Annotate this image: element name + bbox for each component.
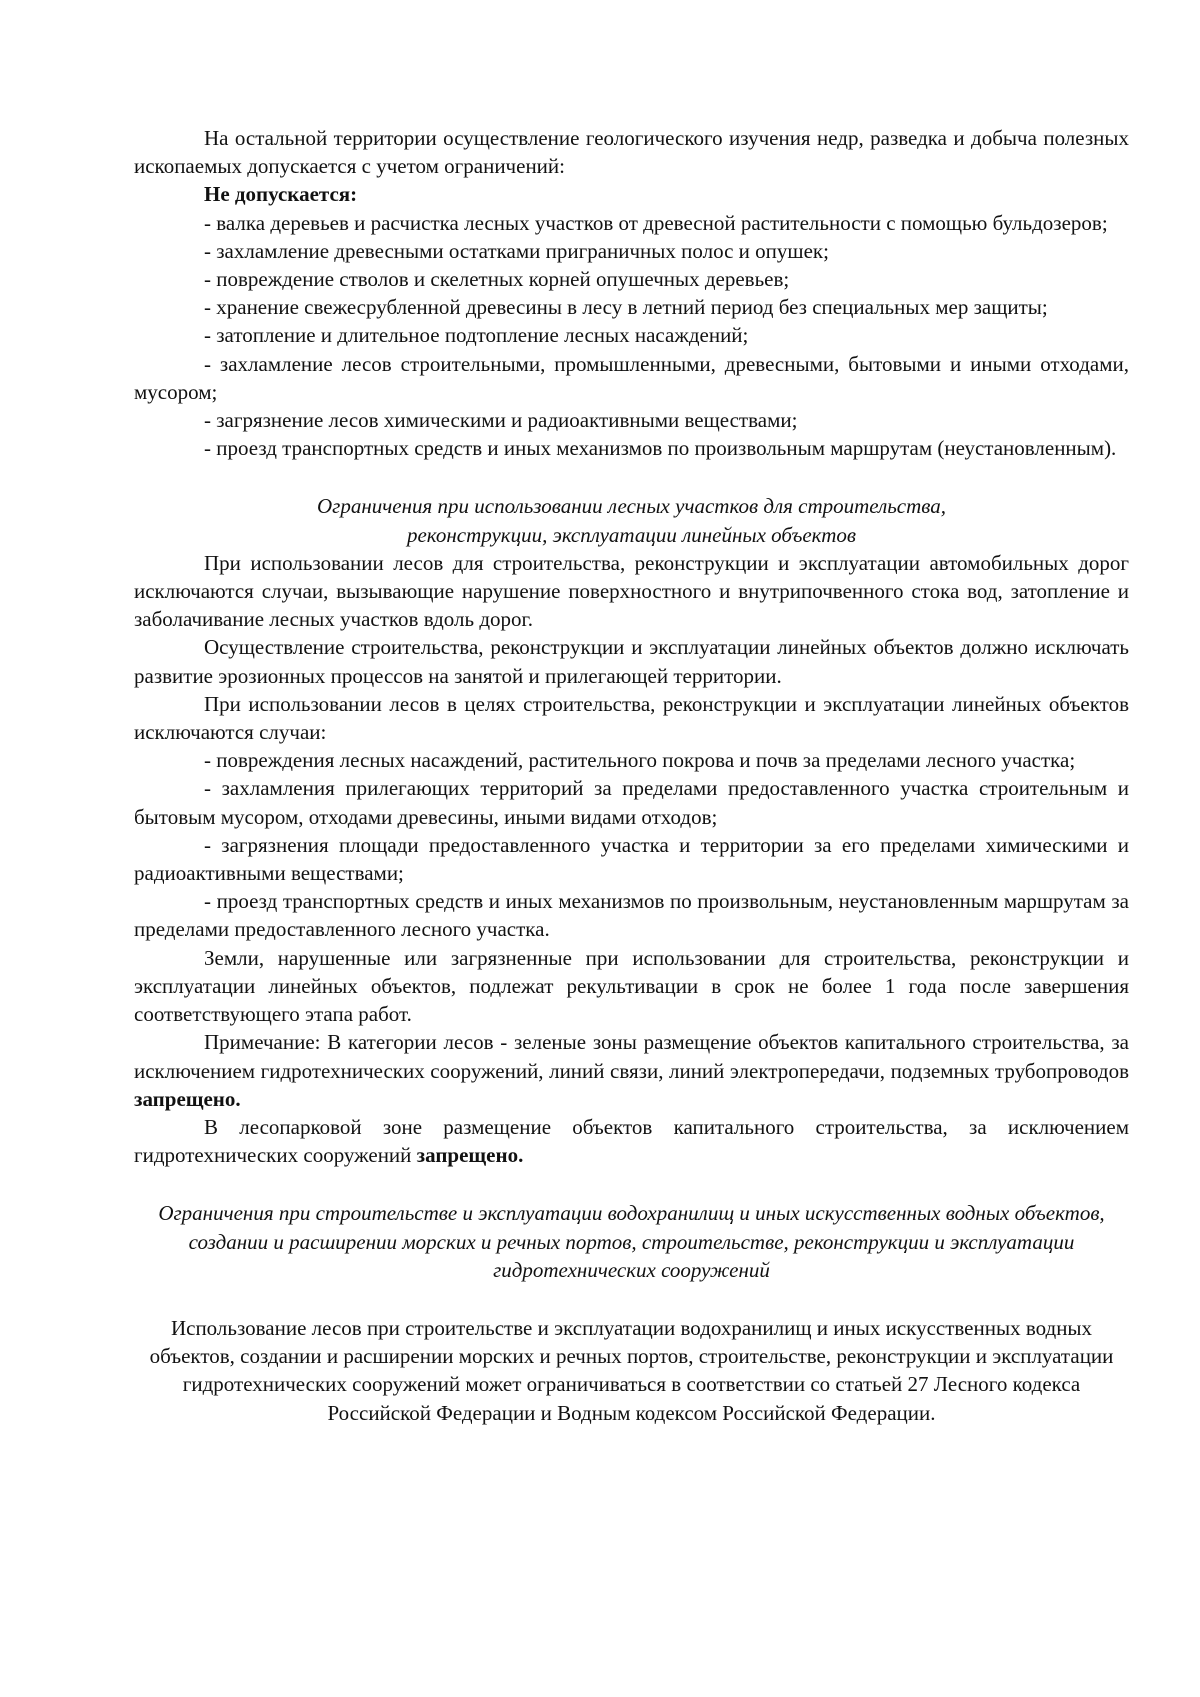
- list-item: - захламления прилегающих территорий за пределами предоставленного участка строительным и бытовым мусором, отходами древесины, иными видами отходов;: [134, 776, 1129, 829]
- paragraph: При использовании лесов в целях строительства, реконструкции и эксплуатации линейных объектов исключаются случаи:: [134, 691, 1129, 745]
- list-item: - повреждения лесных насаждений, растительного покрова и почв за пределами лесного участка;: [204, 748, 1076, 773]
- hydro-paragraph: Использование лесов при строительстве и эксплуатации водохранилищ и иных искусственных водных объектов, создании и расширении морских и речных портов, строительстве, реконструкции и эксплуатации гидротехнических сооружений может ограничиваться в соответствии со статьей 27 Лесного кодекса Российской Федерации и Водным кодексом Российской Федерации.: [149, 1315, 1114, 1425]
- section-title-linear-objects: [134, 492, 1129, 548]
- list-item: - проезд транспортных средств и иных механизмов по произвольным, неустановленным маршрутам за пределами предоставленного лесного участка.: [134, 889, 1129, 942]
- section-title-line: Ограничения при использовании лесных участков для строительства,: [317, 494, 946, 519]
- list-item: - загрязнения площади предоставленного участка и территории за его пределами химическими и радиоактивными веществами;: [134, 832, 1129, 886]
- list-item: - захламление древесными остатками приграничных полос и опушек;: [204, 238, 829, 263]
- park-zone-paragraph: [134, 1113, 1129, 1169]
- paragraph: Земли, нарушенные или загрязненные при использовании для строительства, реконструкции и эксплуатации линейных объектов, подлежат рекультивации в срок не более 1 года после завершения соответствующего этапа работ.: [134, 945, 1129, 1027]
- list-item: - валка деревьев и расчистка лесных участков от древесной растительности с помощью бульдозеров;: [204, 210, 1108, 235]
- note-paragraph: [134, 1028, 1129, 1113]
- note-text: Примечание: В категории лесов - зеленые зоны размещение объектов капитального строительства, за исключением гидротехнических сооружений, линий связи, линий электропередачи, подземных трубопроводов: [134, 1030, 1129, 1083]
- paragraph: Осуществление строительства, реконструкции и эксплуатации линейных объектов должно исключать развитие эрозионных процессов на занятой и прилегающей территории.: [134, 635, 1129, 688]
- park-zone-text: В лесопарковой зоне размещение объектов капитального строительства, за исключением гидротехнических сооружений: [134, 1114, 1129, 1168]
- prohibited-heading: Не допускается:: [204, 182, 358, 207]
- intro-paragraph: На остальной территории осуществление геологического изучения недр, разведка и добыча полезных ископаемых допускается с учетом ограничений:: [134, 126, 1129, 179]
- list-item: - проезд транспортных средств и иных механизмов по произвольным маршрутам (неустановленным).: [204, 436, 1117, 461]
- park-zone-prohibited: запрещено.: [416, 1143, 524, 1168]
- paragraph: При использовании лесов для строительства, реконструкции и эксплуатации автомобильных дорог исключаются случаи, вызывающие нарушение поверхностного и внутрипочвенного стока вод, затопление и заболачивание лесных участков вдоль дорог.: [134, 550, 1129, 632]
- section-title-line: реконструкции, эксплуатации линейных объектов: [406, 522, 856, 547]
- list-item: - загрязнение лесов химическими и радиоактивными веществами;: [204, 408, 798, 433]
- note-prohibited: запрещено.: [134, 1086, 241, 1111]
- list-item: - повреждение стволов и скелетных корней опушечных деревьев;: [204, 267, 790, 292]
- list-item: - хранение свежесрубленной древесины в лесу в летний период без специальных мер защиты;: [204, 295, 1048, 320]
- section-title-hydro: Ограничения при строительстве и эксплуатации водохранилищ и иных искусственных водных объектов, создании и расширении морских и речных портов, строительстве, реконструкции и эксплуатации гидротехнических сооружений: [158, 1201, 1105, 1282]
- list-item: - затопление и длительное подтопление лесных насаждений;: [204, 323, 749, 348]
- document-page: [134, 124, 1129, 1427]
- list-item: - захламление лесов строительными, промышленными, древесными, бытовыми и иными отходами, мусором;: [134, 351, 1129, 404]
